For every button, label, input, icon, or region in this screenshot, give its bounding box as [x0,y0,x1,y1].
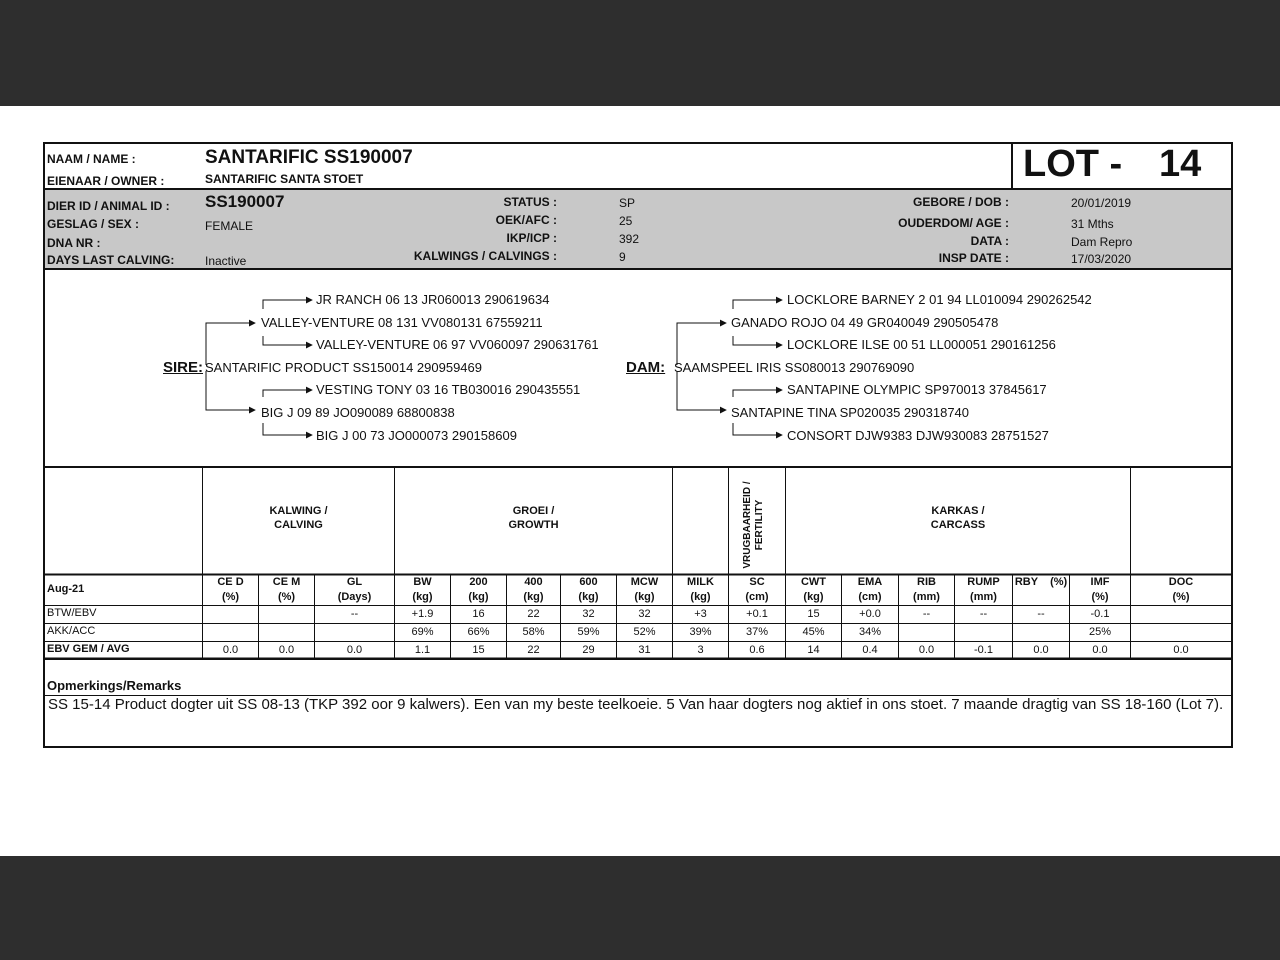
ebv-cell: 25% [1088,626,1112,638]
ebv-cell: -0.1 [974,644,993,656]
lot-box [1011,144,1233,188]
ebv-column-name: EMA [857,576,883,588]
ebv-cell: +1.9 [411,608,434,620]
dob-label: GEBORE / DOB : [912,195,1009,209]
ebv-cell: 0.0 [278,644,295,656]
ebv-column-header [617,575,672,605]
ebv-column-header [786,575,841,605]
ebv-cell: -- [1037,608,1045,620]
icp-label: IKP/ICP : [506,231,557,245]
ebv-cell: 66% [467,626,490,638]
ebv-cell: 0.0 [918,644,935,656]
ebv-column-unit: (kg) [412,591,433,603]
dam-sire-dam: LOCKLORE ILSE 00 51 LL000051 290161256 [787,337,1056,352]
sire-dam-sire: VESTING TONY 03 16 TB030016 290435551 [316,382,581,397]
calvings-label: KALWINGS / CALVINGS : [413,249,557,263]
pedigree-section [45,270,1231,468]
ebv-row-label: EBV GEM / AVG [47,643,130,655]
ebv-cell: 0.4 [862,644,878,656]
age-label: OUDERDOM/ AGE : [898,216,1009,230]
ebv-cell: 37% [745,626,769,638]
ebv-column-unit: (kg) [468,591,489,603]
ebv-cell: 1.1 [414,644,431,656]
calving-group-line2: CALVING [274,519,323,531]
ebv-column-unit: (cm) [745,591,769,603]
ebv-cell: 15 [472,644,485,656]
ebv-column-unit: (mm) [913,591,940,603]
ebv-column-header [899,575,954,605]
top-dark-band [0,0,1280,106]
ebv-cell: 69% [411,626,434,638]
ebv-column-name: GL [346,576,363,588]
growth-group-header [395,504,672,532]
days-last-calving-label: DAYS LAST CALVING: [47,253,175,267]
owner-value: SANTARIFIC SANTA STOET [205,172,364,186]
dam-dam-sire: SANTAPINE OLYMPIC SP970013 37845617 [787,382,1047,397]
ebv-cell: 22 [527,644,540,656]
bottom-dark-band [0,856,1280,960]
ebv-column-name: RUMP [967,576,1000,588]
ebv-column-unit: (kg) [523,591,544,603]
ebv-column-unit: (%) [277,591,296,603]
ebv-section [45,468,1231,660]
ebv-cell: 0.0 [346,644,363,656]
dna-label: DNA NR : [47,236,101,250]
dam-sire: GANADO ROJO 04 49 GR040049 290505478 [731,315,999,330]
ebv-column-name: IMF [1090,576,1110,588]
icp-value: 392 [619,232,640,246]
ebv-column-header [395,575,450,605]
ebv-column-header [1013,575,1069,590]
dob-value: 20/01/2019 [1071,196,1132,210]
ebv-column-unit: (kg) [803,591,824,603]
ebv-column-unit: (kg) [634,591,655,603]
ebv-cell: 0.6 [749,644,765,656]
ebv-column-header [1131,575,1231,605]
dam-dam-dam: CONSORT DJW9383 DJW930083 28751527 [787,428,1049,443]
ebv-row-label: AKK/ACC [47,625,96,637]
ebv-column-name: RIB [917,576,936,588]
ebv-cell: 29 [582,644,595,656]
remarks-text: SS 15-14 Product dogter uit SS 08-13 (TKP 392 oor 9 kalwers). Een van my beste teelkoeie. 5 Van haar dogters nog aktief in ons stoet. 7 maande dragtig van SS 18-160 (Lot 7). [48,696,1224,713]
dam-sire-sire: LOCKLORE BARNEY 2 01 94 LL010094 290262542 [787,292,1092,307]
ebv-column-name: MCW [630,576,659,588]
ebv-cell: 45% [802,626,825,638]
ebv-cell: 3 [697,644,704,656]
ebv-cell: -- [979,608,988,620]
status-label: STATUS : [503,195,557,209]
animal-id-label: DIER ID / ANIMAL ID : [47,199,170,213]
ebv-cell: 39% [689,626,712,638]
sex-label: GESLAG / SEX : [47,217,140,231]
lot-card [43,142,1233,748]
fertility-group-header [742,477,768,573]
ebv-cell: 52% [633,626,656,638]
ebv-cell: 22 [527,608,540,620]
carcass-group-line1: KARKAS / [931,505,985,517]
ebv-cell: 31 [638,644,651,656]
ebv-column-name: RBY (%) [1014,576,1068,588]
ebv-cell: 0.0 [222,644,239,656]
data-value: Dam Repro [1071,235,1133,249]
fertility-group-line1: VRUGBAARHEID / [742,481,753,569]
status-value: SP [619,196,636,210]
ebv-column-name: CE D [217,576,244,588]
dam-value: SAAMSPEEL IRIS SS080013 290769090 [674,360,915,375]
ebv-cell: 32 [638,608,651,620]
ebv-column-header [507,575,560,605]
name-label: NAAM / NAME : [47,152,136,166]
ebv-cell: 0.0 [1033,644,1049,656]
ebv-column-header [561,575,616,605]
ebv-column-header [451,575,506,605]
carcass-group-line2: CARCASS [930,519,986,531]
sire-value: SANTARIFIC PRODUCT SS150014 290959469 [205,360,482,375]
days-last-calving-value: Inactive [205,254,247,268]
insp-date-value: 17/03/2020 [1071,252,1132,266]
ebv-column-header [955,575,1012,605]
ebv-column-unit: (%) [1091,591,1109,603]
insp-date-label: INSP DATE : [938,251,1009,265]
lot-number: 14 [1159,143,1202,185]
ebv-cell: -- [350,608,359,620]
sire-sire-sire: JR RANCH 06 13 JR060013 290619634 [316,292,550,307]
afc-value: 25 [619,214,633,228]
age-value: 31 Mths [1071,217,1114,231]
afc-label: OEK/AFC : [495,213,557,227]
sire-sire: VALLEY-VENTURE 08 131 VV080131 67559211 [261,315,543,330]
ebv-column-unit: (%) [1172,591,1190,603]
dam-dam: SANTAPINE TINA SP020035 290318740 [731,405,970,420]
ebv-column-unit: (%) [221,591,240,603]
ebv-column-name: 200 [469,576,488,588]
sex-value: FEMALE [205,219,254,233]
ebv-cell: -- [922,608,931,620]
ebv-row-label: BTW/EBV [47,607,97,619]
ebv-column-header [315,575,394,605]
ebv-cell: 15 [807,608,820,620]
ebv-column-name: CE M [272,576,301,588]
ebv-cell: 34% [858,626,882,638]
growth-group-line2: GROWTH [508,519,559,531]
ebv-cell: +0.0 [859,608,881,620]
animal-name: SANTARIFIC SS190007 [205,147,413,168]
dam-label: DAM: [626,359,666,376]
identity-section [45,190,1231,270]
owner-label: EIENAAR / OWNER : [47,174,165,188]
calving-group-header [203,504,394,532]
data-label: DATA : [970,234,1009,248]
ebv-cell: -0.1 [1090,608,1110,620]
ebv-column-unit: (mm) [970,591,997,603]
ebv-column-header [203,575,258,605]
animal-id-value: SS190007 [205,192,285,211]
ebv-column-unit: (cm) [858,591,882,603]
ebv-cell: 32 [582,608,595,620]
ebv-cell: 0.0 [1173,644,1189,656]
ebv-cell: +0.1 [746,608,768,620]
carcass-group-header [786,504,1130,532]
fertility-group-line2: FERTILITY [754,499,765,551]
calvings-value: 9 [619,250,626,264]
calving-group-line1: KALWING / [269,505,328,517]
ebv-cell: 16 [472,608,485,620]
ebv-cell: +3 [694,608,707,620]
sire-sire-dam: VALLEY-VENTURE 06 97 VV060097 290631761 [316,337,599,352]
ebv-column-header [259,575,314,605]
ebv-column-unit: (Days) [337,591,372,603]
ebv-column-name: BW [413,576,432,588]
ebv-date-label: Aug-21 [47,583,85,595]
ebv-column-name: 600 [579,576,598,588]
ebv-column-header [842,575,898,605]
sire-dam: BIG J 09 89 JO090089 68800838 [261,405,455,420]
ebv-cell: 14 [807,644,820,656]
sire-dam-dam: BIG J 00 73 JO000073 290158609 [316,428,517,443]
ebv-cell: 58% [522,626,545,638]
ebv-column-header [1070,575,1130,605]
ebv-column-header [729,575,785,605]
ebv-column-name: 400 [524,576,543,588]
lot-label: LOT - [1023,143,1123,185]
ebv-column-name: MILK [687,576,714,588]
ebv-column-unit: (kg) [578,591,599,603]
ebv-column-name: DOC [1168,576,1194,588]
ebv-cell: 59% [577,626,600,638]
ebv-column-unit: (kg) [690,591,711,603]
sire-label: SIRE: [163,359,204,376]
ebv-column-header [673,575,728,605]
name-section [45,144,1231,190]
growth-group-line1: GROEI / [512,505,555,517]
remarks-title: Opmerkings/Remarks [47,678,182,693]
ebv-cell: 0.0 [1092,644,1108,656]
ebv-column-name: CWT [800,576,827,588]
ebv-column-name: SC [749,576,765,588]
